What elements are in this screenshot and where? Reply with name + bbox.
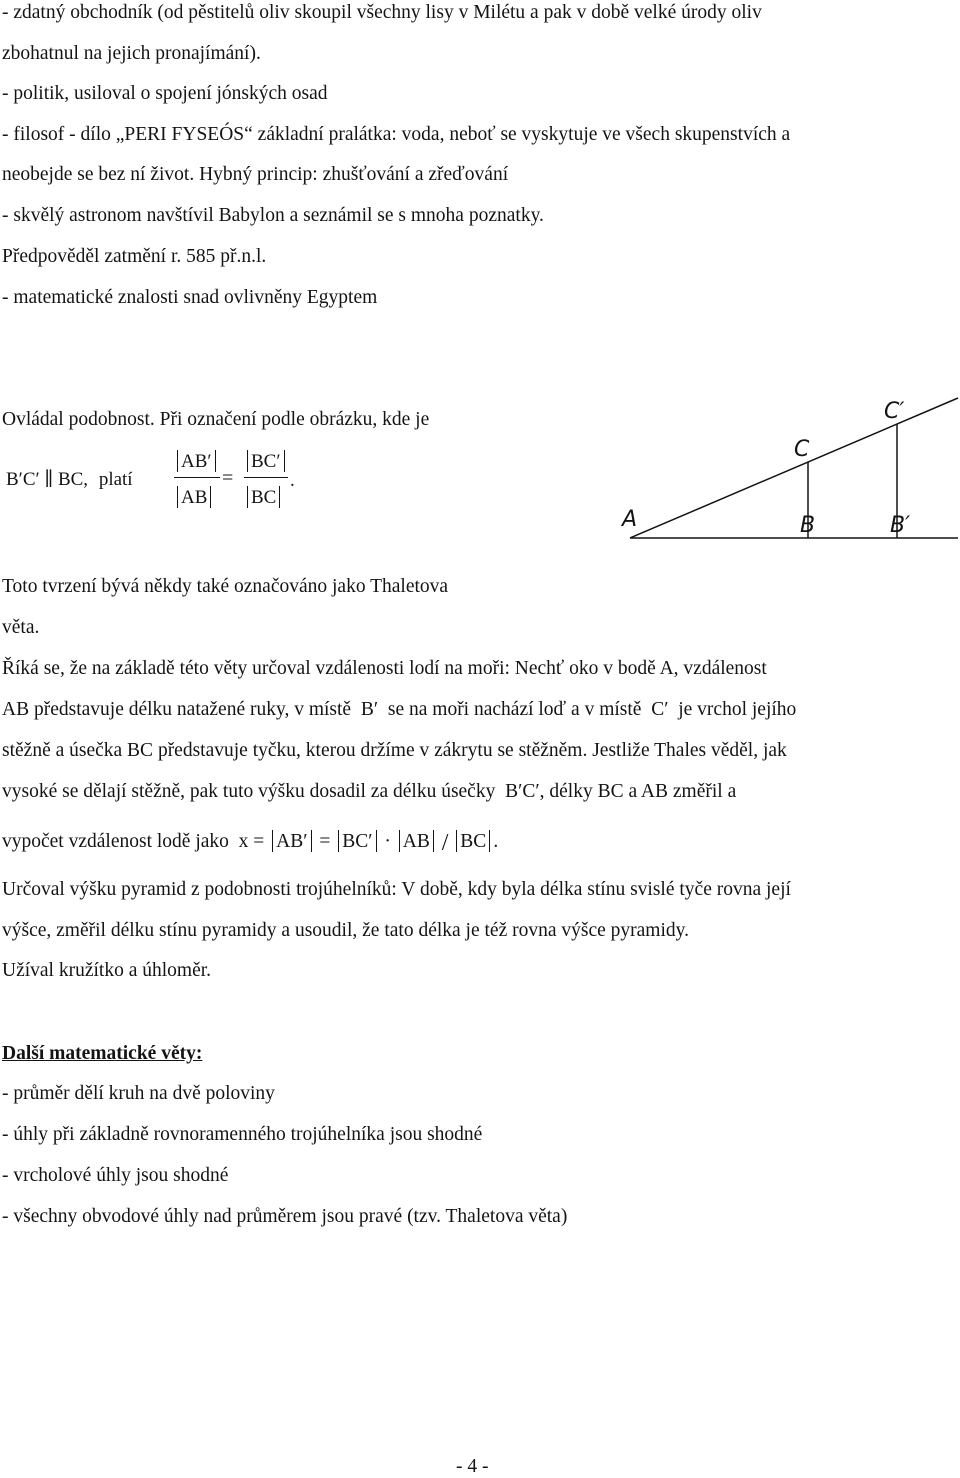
fraction-denominator-right: BC: [244, 486, 283, 509]
fraction-line-right: [244, 477, 288, 478]
page-number: - 4 -: [456, 1456, 489, 1477]
text-line-16: vypočet vzdálenost lodě jako x = AB′ = BC′ · AB / BC .: [2, 830, 499, 856]
text-line-19: Užíval kružítko a úhloměr.: [2, 960, 212, 981]
diagram-label-b-prime: B′: [890, 513, 911, 538]
diagram-label-c: C: [794, 437, 810, 462]
parallel-statement: B′C′ ∥ BC, platí: [6, 469, 133, 490]
text-line-15: vysoké se dělají stěžně, pak tuto výšku dosadil za délku úsečky B′C′, délky BC a AB změřil a: [2, 781, 737, 802]
diagram-label-b: B: [800, 513, 816, 538]
text-line-6: - skvělý astronom navštívil Babylon a seznámil se s mnoha poznatky.: [2, 205, 544, 226]
formula-period: .: [290, 470, 295, 491]
list-item-1: - průměr dělí kruh na dvě poloviny: [2, 1083, 275, 1104]
text-line-13: AB představuje délku natažené ruky, v místě B′ se na moři nachází loď a v místě C′ je vrchol jejího: [2, 699, 797, 720]
list-item-4: - všechny obvodové úhly nad průměrem jsou pravé (tzv. Thaletova věta): [2, 1206, 568, 1227]
text-line-18: výšce, změřil délku stínu pyramidy a usoudil, že tato délka je též rovna výšce pyramidy.: [2, 920, 689, 941]
text-line-2: zbohatnul na jejich pronajímání).: [2, 43, 261, 64]
text-line-8: - matematické znalosti snad ovlivněny Egyptem: [2, 287, 378, 308]
text-line-12: Říká se, že na základě této věty určoval vzdálenosti lodí na moři: Nechť oko v bodě A, vzdálenost: [2, 658, 767, 679]
list-item-3: - vrcholové úhly jsou shodné: [2, 1165, 229, 1186]
text-line-1: - zdatný obchodník (od pěstitelů oliv skoupil všechny lisy v Milétu a pak v době velké úrody oliv: [2, 2, 762, 23]
text-line-7: Předpověděl zatmění r. 585 př.n.l.: [2, 246, 267, 267]
equals-sign: =: [222, 467, 234, 489]
fraction-numerator-left: AB′: [174, 450, 219, 473]
text-line-17: Určoval výšku pyramid z podobnosti trojúhelníků: V době, kdy byla délka stínu svislé tyče rovna její: [2, 879, 791, 900]
diagram-label-c-prime: C′: [884, 399, 905, 424]
text-line-3: - politik, usiloval o spojení jónských osad: [2, 83, 328, 104]
text-line-10: Toto tvrzení bývá někdy také označováno jako Thaletova: [2, 576, 449, 597]
var-x: x: [238, 831, 249, 852]
text-line-4: - filosof - dílo „PERI FYSEÓS“ základní pralátka: voda, neboť se vyskytuje ve všech skupenstvích a: [2, 124, 791, 145]
text-line-5: neobejde se bez ní život. Hybný princip: zhušťování a zřeďování: [2, 164, 509, 185]
thales-diagram: [620, 392, 960, 544]
fraction-numerator-right: BC′: [244, 450, 288, 473]
list-item-2: - úhly při základně rovnoramenného trojúhelníka jsou shodné: [2, 1124, 483, 1145]
text-line-9: Ovládal podobnost. Při označení podle obrázku, kde je: [2, 409, 430, 430]
text-line-11: věta.: [2, 617, 40, 638]
text-line-14: stěžně a úsečka BC představuje tyčku, kterou držíme v zákrytu se stěžněm. Jestliže Thales věděl, jak: [2, 740, 787, 761]
diagram-label-a: A: [622, 507, 638, 532]
section-heading: Další matematické věty:: [2, 1043, 203, 1064]
fraction-line-left: [174, 477, 220, 478]
fraction-denominator-left: AB: [174, 486, 214, 509]
